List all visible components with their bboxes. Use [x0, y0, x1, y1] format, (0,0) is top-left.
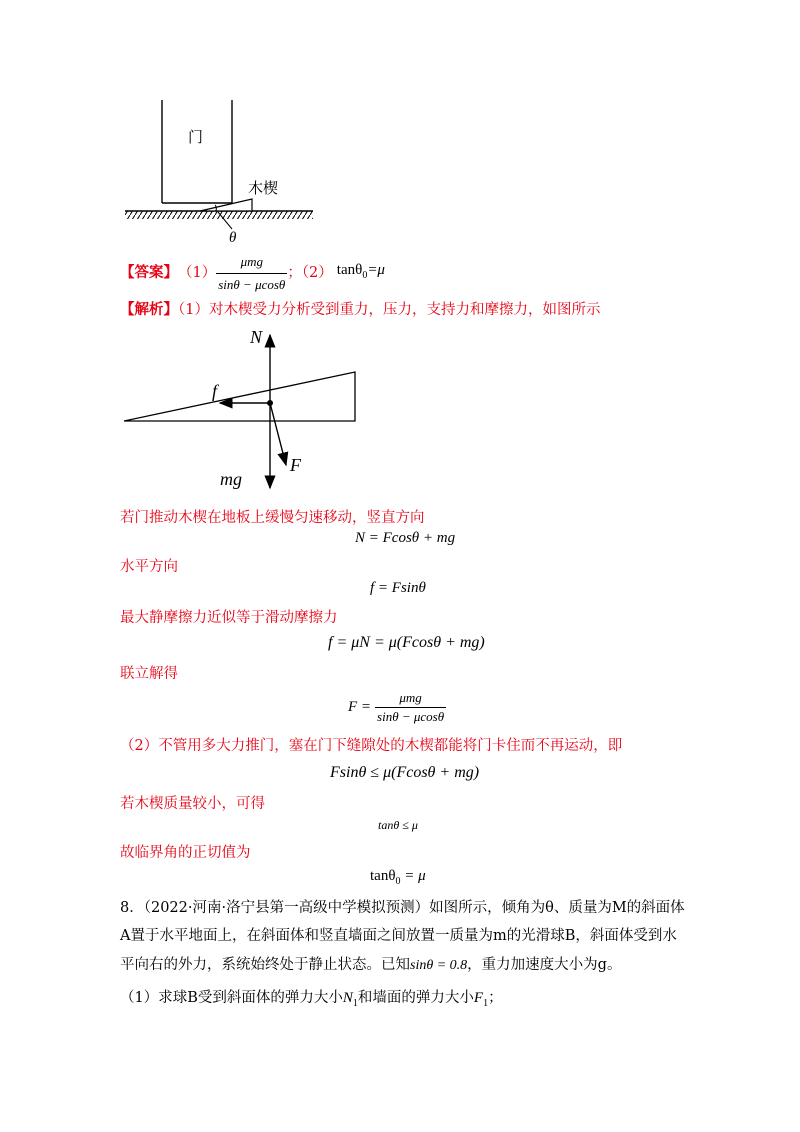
- door-wedge-figure: [120, 95, 320, 245]
- question-1-F1: [473, 990, 489, 1009]
- door-label: 门: [188, 130, 204, 146]
- label-N: N: [250, 327, 263, 347]
- analysis-tag: 【解析】: [120, 301, 178, 318]
- text-line-3: 最大静摩擦力近似等于滑动摩擦力: [120, 610, 338, 626]
- answer-line: [120, 253, 385, 292]
- problem-8-line-3a: 平向右的外力，系统始终处于静止状态。已知: [120, 957, 410, 973]
- equation-7-rhs: = μ: [400, 868, 426, 884]
- question-1-a: （1）求球B受到斜面体的弹力大小: [120, 990, 343, 1006]
- answer-separator: ；（2）: [287, 265, 333, 281]
- answer-part1-label: （1）: [178, 265, 217, 281]
- answer-part2-rhs: =μ: [367, 262, 385, 278]
- analysis-intro: [120, 300, 600, 320]
- text-line-2: 水平方向: [120, 559, 178, 575]
- text-line-4: 联立解得: [120, 666, 178, 682]
- label-F: F: [290, 455, 301, 475]
- text-line-5: （2）不管用多大力推门，塞在门下缝隙处的木楔都能将门卡住而不再运动，即: [120, 738, 623, 754]
- equation-4: [348, 690, 446, 725]
- question-1-N: N: [342, 990, 353, 1006]
- floor-hatch: [125, 211, 313, 219]
- text-line-1: 若门推动木楔在地板上缓慢匀速移动，竖直方向: [120, 510, 425, 526]
- question-1-N1: [342, 990, 358, 1009]
- problem-8-line-2: A置于水平地面上，在斜面体和竖直墙面之间放置一质量为m的光滑球B，斜面体受到水: [120, 928, 677, 944]
- answer-part2: [337, 260, 385, 286]
- equation-4-fraction: [375, 690, 446, 725]
- question-1-N-sub: 1: [352, 998, 358, 1009]
- answer-fraction-den: sinθ − μcosθ: [216, 273, 287, 295]
- problem-8-line-1: 8．（2022·河南·洛宁县第一高级中学模拟预测）如图所示，倾角为θ、质量为M的斜面体: [120, 900, 685, 916]
- force-origin: [267, 400, 273, 406]
- equation-4-den: sinθ − μcosθ: [377, 709, 445, 724]
- equation-7-sub: 0: [395, 876, 401, 887]
- equation-5: Fsinθ ≤ μ(Fcosθ + mg): [330, 764, 480, 781]
- label-f: f: [212, 381, 218, 401]
- problem-8-sin: sinθ = 0.8: [410, 958, 468, 973]
- equation-7-lhs: tanθ: [370, 868, 396, 884]
- problem-8-question-1: [120, 988, 503, 1014]
- wedge-label: 木楔: [248, 181, 279, 197]
- answer-tag: 【答案】: [120, 264, 178, 281]
- question-1-F-sub: 1: [483, 998, 489, 1009]
- equation-7: [370, 868, 426, 887]
- angle-label: θ: [229, 230, 237, 245]
- question-1-b: 和墙面的弹力大小: [357, 990, 474, 1006]
- wedge-shape: [124, 372, 355, 421]
- question-1-F: F: [473, 990, 484, 1006]
- text-line-7: 故临界角的正切值为: [120, 845, 251, 861]
- equation-4-num: μmg: [399, 690, 422, 705]
- answer-fraction: [216, 252, 287, 295]
- answer-part2-tan: tanθ: [336, 262, 363, 278]
- text-line-6: 若木楔质量较小，可得: [120, 796, 265, 812]
- question-1-c: ；: [488, 990, 503, 1006]
- door-outline: [162, 100, 232, 203]
- equation-4-lhs: F =: [348, 699, 372, 715]
- answer-fraction-num: μmg: [240, 253, 263, 269]
- arrow-F: [270, 403, 286, 465]
- equation-1: N = Fcosθ + mg: [355, 530, 456, 546]
- force-diagram: [120, 325, 370, 495]
- wedge: [200, 199, 252, 211]
- equation-2: f = Fsinθ: [370, 580, 426, 596]
- equation-3: f = μN = μ(Fcosθ + mg): [328, 634, 485, 651]
- label-mg: mg: [220, 469, 242, 489]
- answer-part2-sub: 0: [362, 270, 368, 281]
- analysis-intro-text: （1）对木楔受力分析受到重力，压力，支持力和摩擦力，如图所示: [178, 302, 601, 318]
- equation-6: tanθ ≤ μ: [378, 818, 418, 832]
- problem-8-line-3b: ，重力加速度大小为g。: [467, 957, 622, 973]
- problem-8-line-3: [120, 955, 621, 976]
